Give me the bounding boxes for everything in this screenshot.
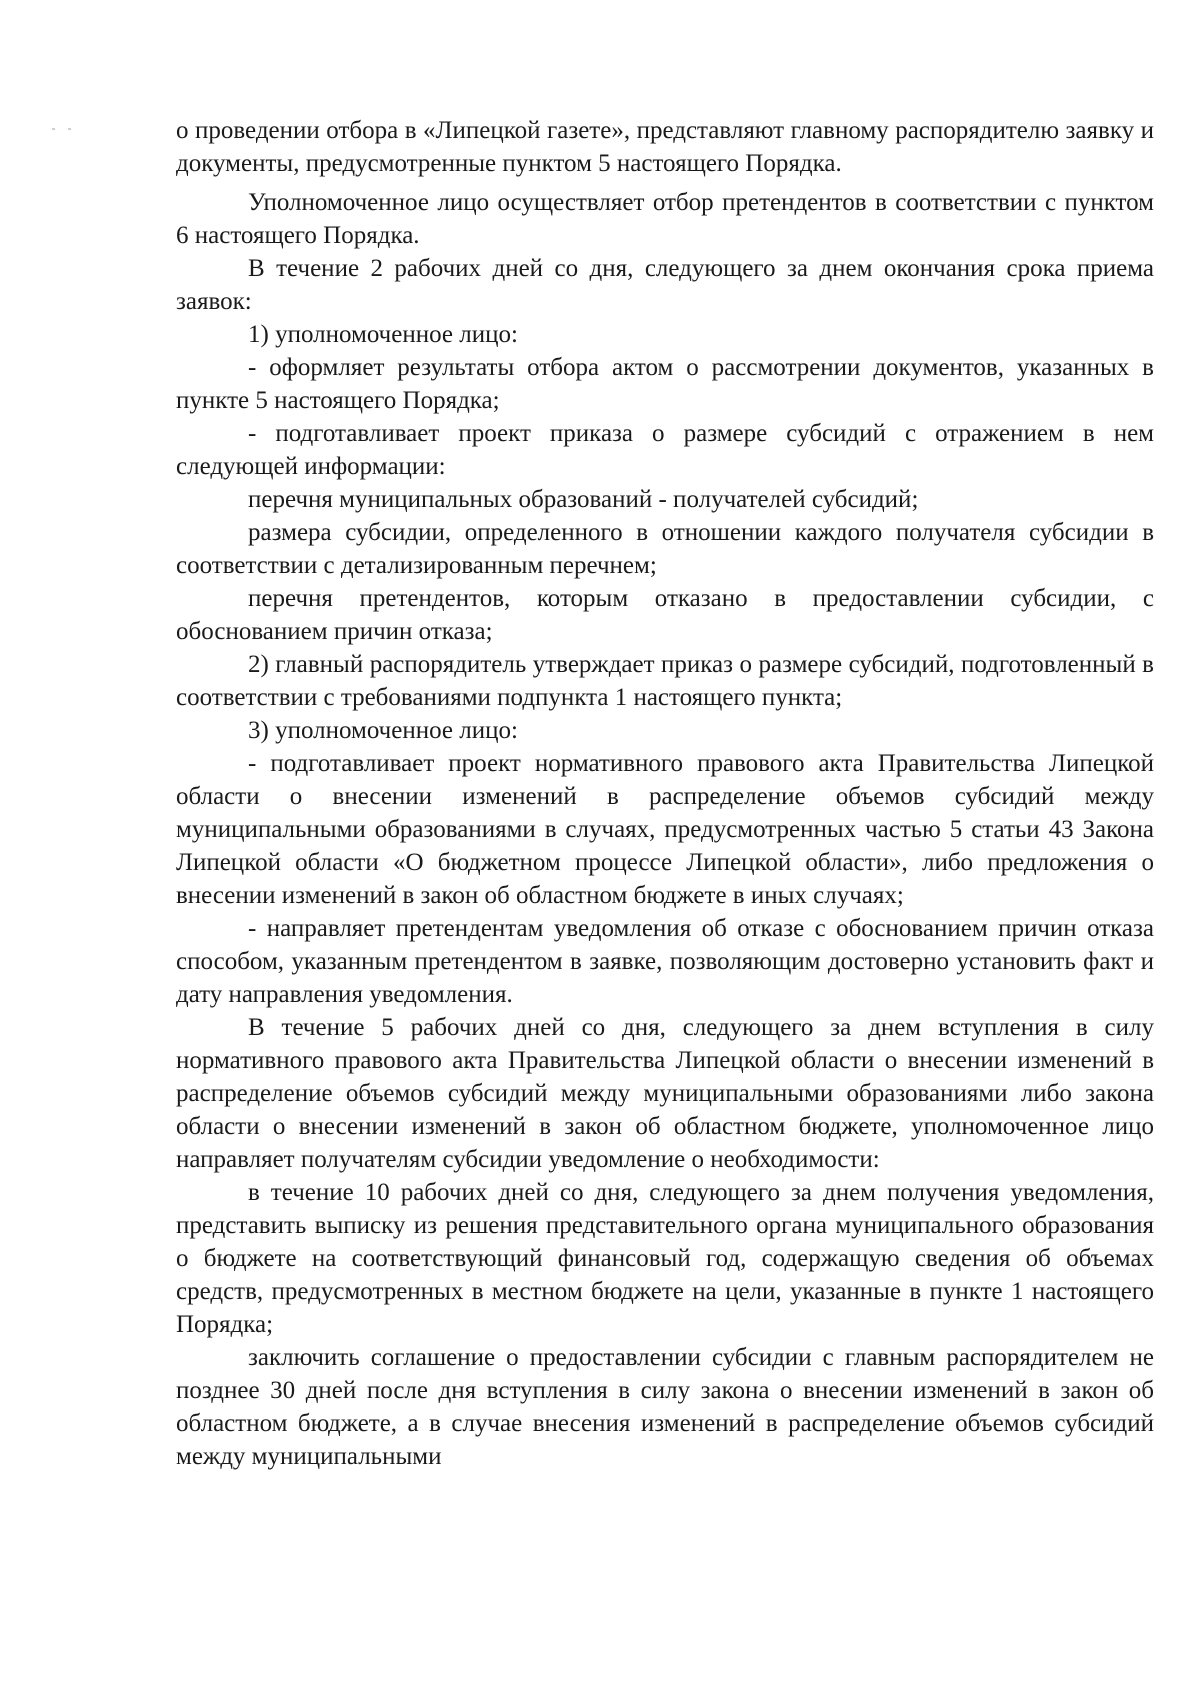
paragraph: о проведении отбора в «Липецкой газете», представляют главному распорядителю заявку и документы, предусмотренные пунктом 5 настоящего Порядка. [176,117,1154,177]
paragraph: - оформляет результаты отбора актом о рассмотрении документов, указанных в пункте 5 настоящего Порядка; [176,354,1154,414]
paragraph: заключить соглашение о предоставлении субсидии с главным распорядителем не позднее 30 дней после дня вступления в силу закона о внесении изменений в закон об областном бюджете, а в случае внесения изменений в распределение объемов субсидий между муниципальными [176,1344,1154,1470]
paragraph: 3) уполномоченное лицо: [248,717,518,744]
paragraph: перечня претендентов, которым отказано в предоставлении субсидии, с обоснованием причин отказа; [176,585,1154,645]
paragraph: В течение 5 рабочих дней со дня, следующего за днем вступления в силу нормативного правового акта Правительства Липецкой области о внесении изменений в распределение объемов субсидий между муниципальными образованиями либо закона области о внесении изменений в закон об областном бюджете, уполномоченное лицо направляет получателям субсидии уведомление о необходимости: [176,1014,1154,1173]
paragraph: перечня муниципальных образований - получателей субсидий; [248,486,919,513]
scan-speck [68,128,71,130]
paragraph: В течение 2 рабочих дней со дня, следующего за днем окончания срока приема заявок: [176,255,1154,315]
paragraph: - подготавливает проект нормативного правового акта Правительства Липецкой области о внесении изменений в распределение объемов субсидий между муниципальными образованиями в случаях, предусмотренных частью 5 статьи 43 Закона Липецкой области «О бюджетном процессе Липецкой области», либо предложения о внесении изменений в закон об областном бюджете в иных случаях; [176,750,1154,909]
paragraph: Уполномоченное лицо осуществляет отбор претендентов в соответствии с пунктом 6 настоящего Порядка. [176,189,1154,249]
paragraph: размера субсидии, определенного в отношении каждого получателя субсидии в соответствии с детализированным перечнем; [176,519,1154,579]
paragraph: 2) главный распорядитель утверждает приказ о размере субсидий, подготовленный в соответствии с требованиями подпункта 1 настоящего пункта; [176,651,1154,711]
paragraph: 1) уполномоченное лицо: [248,321,518,348]
paragraph: в течение 10 рабочих дней со дня, следующего за днем получения уведомления, представить выписку из решения представительного органа муниципального образования о бюджете на соответствующий финансовый год, содержащую сведения об объемах средств, предусмотренных в местном бюджете на цели, указанные в пункте 1 настоящего Порядка; [176,1179,1154,1338]
scan-speck [52,128,55,130]
paragraph: - подготавливает проект приказа о размере субсидий с отражением в нем следующей информации: [176,420,1154,480]
document-body [176,114,1154,1473]
paragraph: - направляет претендентам уведомления об отказе с обоснованием причин отказа способом, указанным претендентом в заявке, позволяющим достоверно установить факт и дату направления уведомления. [176,915,1154,1008]
